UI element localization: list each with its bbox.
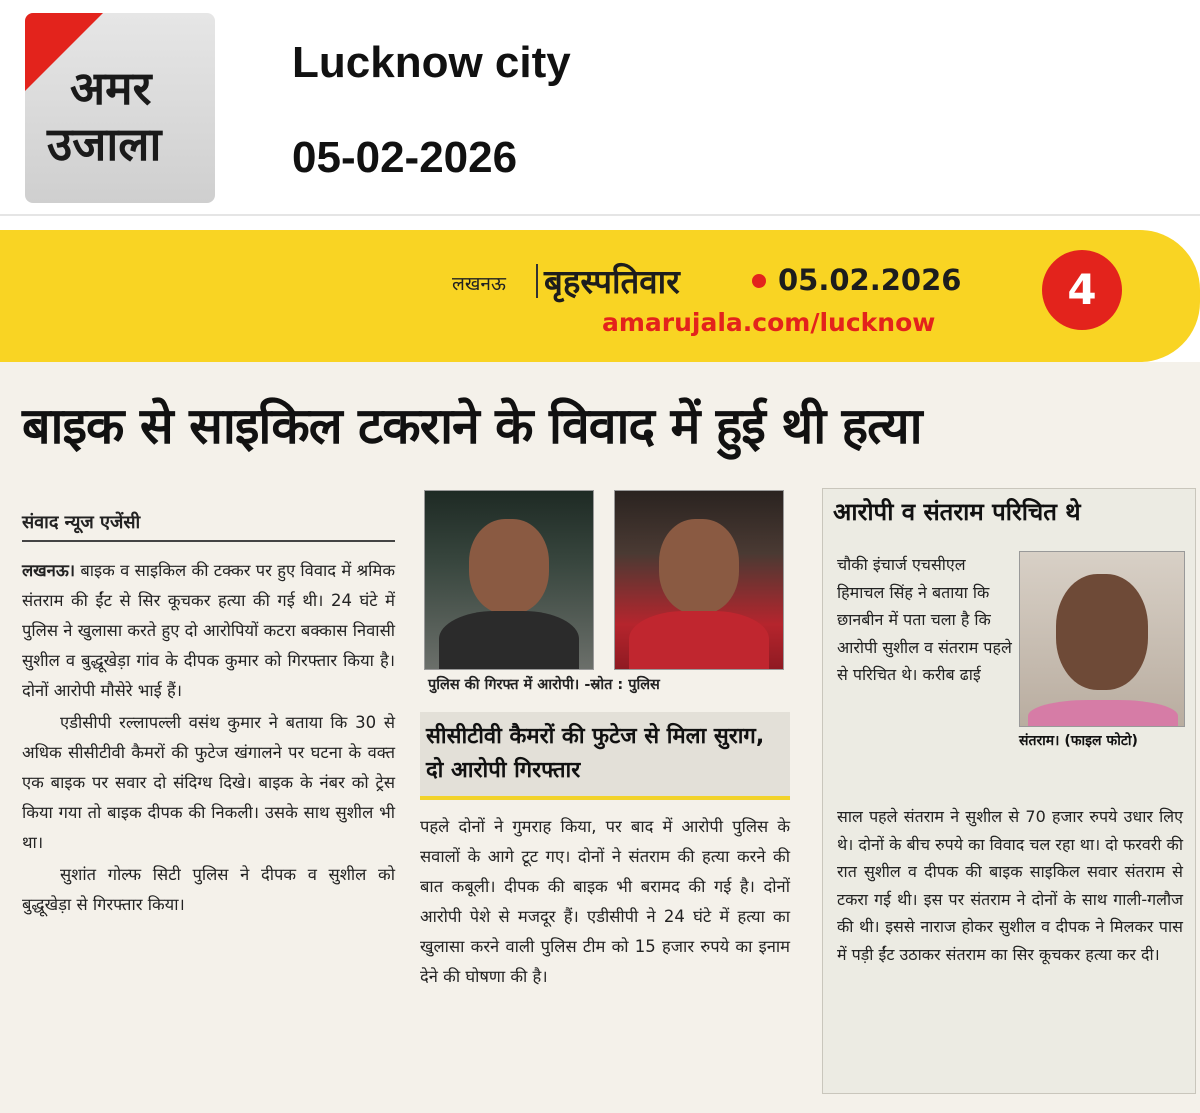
sidebar-box xyxy=(822,488,1196,1094)
edition-date: 05-02-2026 xyxy=(292,133,518,182)
screenshot-header xyxy=(0,0,1200,218)
page-number-badge: 4 xyxy=(1042,250,1122,330)
strip-separator xyxy=(536,264,538,298)
newspaper-page xyxy=(0,362,1200,1113)
face-shape xyxy=(659,519,739,614)
article-column-2-text xyxy=(420,812,790,992)
dateline: लखनऊ। xyxy=(22,561,76,580)
paragraph-1-text: बाइक व साइकिल की टक्कर पर हुए विवाद में श्रमिक संतराम की ईंट से सिर कूचकर हत्या की गई थी। 24 घंटे में पुलिस ने खुलासा करते हुए दो आरोपियों कटरा बक्कास निवासी सुशील व बुद्धूखेड़ा गांव के दीपक कुमार को गिरफ्तार किया है। दोनों आरोपी मौसेरे भाई हैं। xyxy=(22,561,395,700)
face-shape xyxy=(469,519,549,614)
logo-line-2: उजाला xyxy=(47,117,162,171)
amar-ujala-logo xyxy=(25,13,215,203)
red-dot-icon xyxy=(752,274,766,288)
paragraph-4: पहले दोनों ने गुमराह किया, पर बाद में आरोपी पुलिस के सवालों के आगे टूट गए। दोनों ने संतराम की हत्या करने की बात कबूली। दीपक की बाइक भी बरामद की गई है। दोनों आरोपी पेशे से मजदूर हैं। एडीसीपी ने 24 घंटे में हत्या का खुलासा करने वाली पुलिस टीम को 15 हजार रुपये का इनाम देने की घोषणा की है। xyxy=(420,817,790,986)
subheadline: सीसीटीवी कैमरों की फुटेज से मिला सुराग, दो आरोपी गिरफ्तार xyxy=(420,712,790,800)
divider xyxy=(0,214,1200,216)
strip-city: लखनऊ xyxy=(452,273,506,295)
edition-label: Lucknow city xyxy=(292,38,571,87)
shirt-shape xyxy=(1028,700,1178,727)
photo-caption: पुलिस की गिरफ्त में आरोपी। -स्रोत : पुलिस xyxy=(428,677,660,693)
strip-url: amarujala.com/lucknow xyxy=(602,308,936,337)
sidebar-heading: आरोपी व संतराम परिचित थे xyxy=(833,498,1081,526)
shirt-shape xyxy=(439,611,579,670)
strip-day: बृहस्पतिवार xyxy=(544,262,680,301)
victim-photo-caption: संतराम। (फाइल फोटो) xyxy=(1019,733,1138,749)
sidebar-paragraph-1: चौकी इंचार्ज एचसीएल हिमाचल सिंह ने बताया कि छानबीन में पता चला है कि आरोपी सुशील व संतराम पहले से परिचित थे। करीब ढाई xyxy=(837,555,1012,684)
sidebar-paragraph-2: साल पहले संतराम ने सुशील से 70 हजार रुपये उधार लिए थे। दोनों के बीच रुपये का विवाद चल रहा था। दो फरवरी की रात सुशील व दीपक की बाइक साइकिल सवार संतराम से टकरा गई थी। इस पर संतराम ने दोनों के साथ गाली-गलौज की थी। इससे नाराज होकर सुशील व दीपक ने मिलकर पास में पड़ी ईंट उठाकर संतराम का सिर कूचकर हत्या कर दी। xyxy=(837,807,1183,964)
strip-date: 05.02.2026 xyxy=(778,263,962,297)
victim-photo xyxy=(1019,551,1185,727)
logo-line-1: अमर xyxy=(70,61,152,115)
paragraph-3: सुशांत गोल्फ सिटी पुलिस ने दीपक व सुशील को बुद्धूखेड़ा से गिरफ्तार किया। xyxy=(22,865,395,914)
page-strip xyxy=(0,230,1200,362)
accused-photo-2 xyxy=(614,490,784,670)
face-shape xyxy=(1056,574,1148,690)
shirt-shape xyxy=(629,611,769,670)
paragraph-2: एडीसीपी रल्लापल्ली वसंथ कुमार ने बताया कि 30 से अधिक सीसीटीवी कैमरों की फुटेज खंगालने पर घटना के वक्त एक बाइक पर सवार दो संदिग्ध दिखे। बाइक के नंबर को ट्रेस किया गया तो बाइक दीपक की निकली। उसके साथ सुशील भी था। xyxy=(22,713,395,852)
article-headline: बाइक से साइकिल टकराने के विवाद में हुई थी हत्या xyxy=(22,397,922,455)
byline: संवाद न्यूज एजेंसी xyxy=(22,510,395,542)
paragraph-1 xyxy=(22,556,395,706)
accused-photo-1 xyxy=(424,490,594,670)
article-column-1 xyxy=(22,510,395,920)
